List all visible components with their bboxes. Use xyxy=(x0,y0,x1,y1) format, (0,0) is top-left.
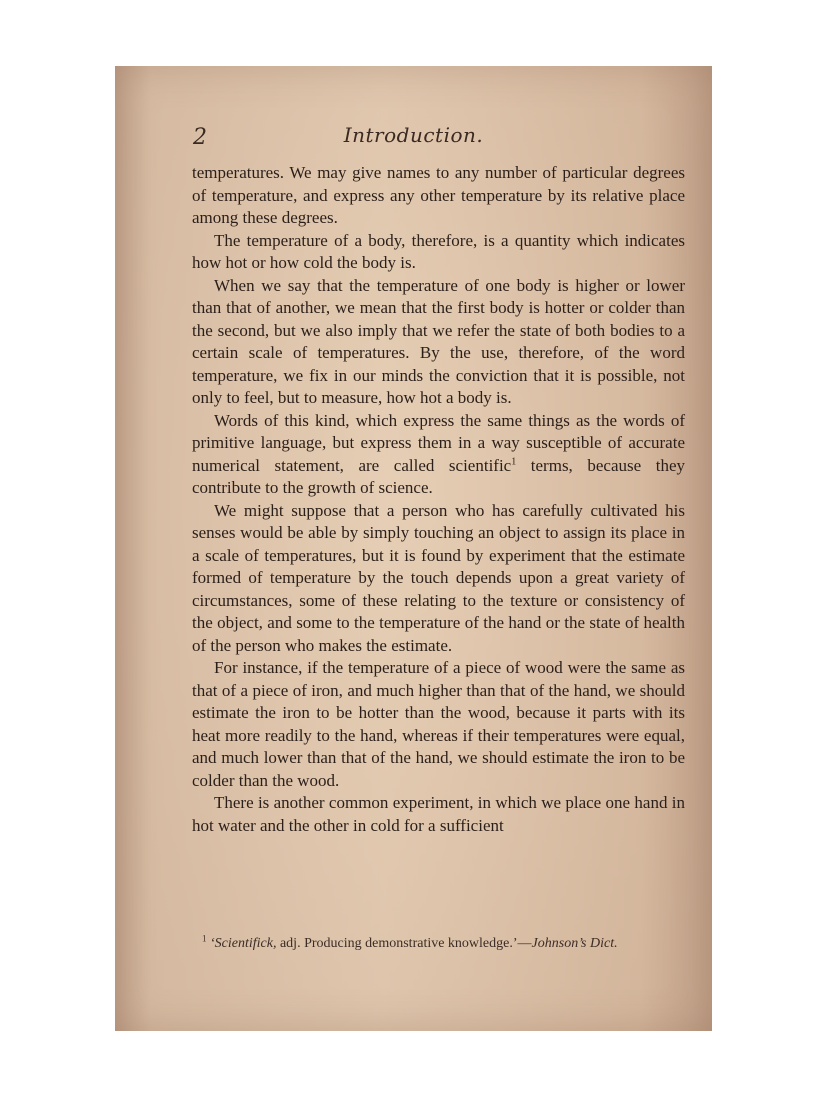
paragraph: When we say that the temperature of one body is higher or lower than that of another, we mean that the first body is hotter or colder than the second, but we also imply that we refer the state of both bodies to a certain scale of temperatures. By the use, therefore, of the word temperature, we fix in our minds the conviction that it is possible, not only to feel, but to measure, how hot a body is. xyxy=(192,275,685,407)
paragraph-text: terms, because they contribute to the growth of science. xyxy=(192,455,685,497)
footnote-source: Johnson’s Dict. xyxy=(531,936,618,951)
paragraph-text: Words of this kind, which express the same things as the words of primitive language, but express them in a way susceptible of accurate numerical statement, are called scientific xyxy=(192,410,685,475)
page-number: 2 xyxy=(193,125,207,150)
paragraph: temperatures. We may give names to any number of particular degrees of temperature, and express any other temperature by its relative place among these degrees. xyxy=(192,163,685,227)
body-text xyxy=(192,162,685,837)
footnote-text: adj. Producing demonstrative knowledge.’— xyxy=(276,936,532,951)
paragraph: The temperature of a body, therefore, is a quantity which indicates how hot or how cold the body is. xyxy=(192,230,685,272)
paragraph xyxy=(192,410,685,500)
paragraph: There is another common experiment, in which we place one hand in hot water and the other in cold for a sufficient xyxy=(192,793,685,835)
paragraph: We might suppose that a person who has carefully cultivated his senses would be able by simply touching an object to assign its place in a scale of temperatures, but it is found by experiment that the estimate formed of temperature by the touch depends upon a great variety of circumstances, some of these relating to the texture or consistency of the object, and some to the temperature of the hand or the state of health of the person who makes the estimate. xyxy=(192,500,685,655)
footnote-mark: 1 xyxy=(202,933,207,944)
paragraph: For instance, if the temperature of a piece of wood were the same as that of a piece of iron, and much higher than that of the hand, we should estimate the iron to be hotter than the wood, because it parts with its heat more readily to the hand, whereas if their temperatures were equal, and much lower than that of the hand, we should estimate the iron to be colder than the wood. xyxy=(192,658,685,790)
book-page xyxy=(115,66,712,1031)
chapter-title: Introduction. xyxy=(343,123,484,147)
footnote-term: ‘Scientifick, xyxy=(210,936,277,951)
footnote xyxy=(202,934,682,954)
running-head xyxy=(115,123,712,153)
footnote-reference: 1 xyxy=(511,455,517,467)
